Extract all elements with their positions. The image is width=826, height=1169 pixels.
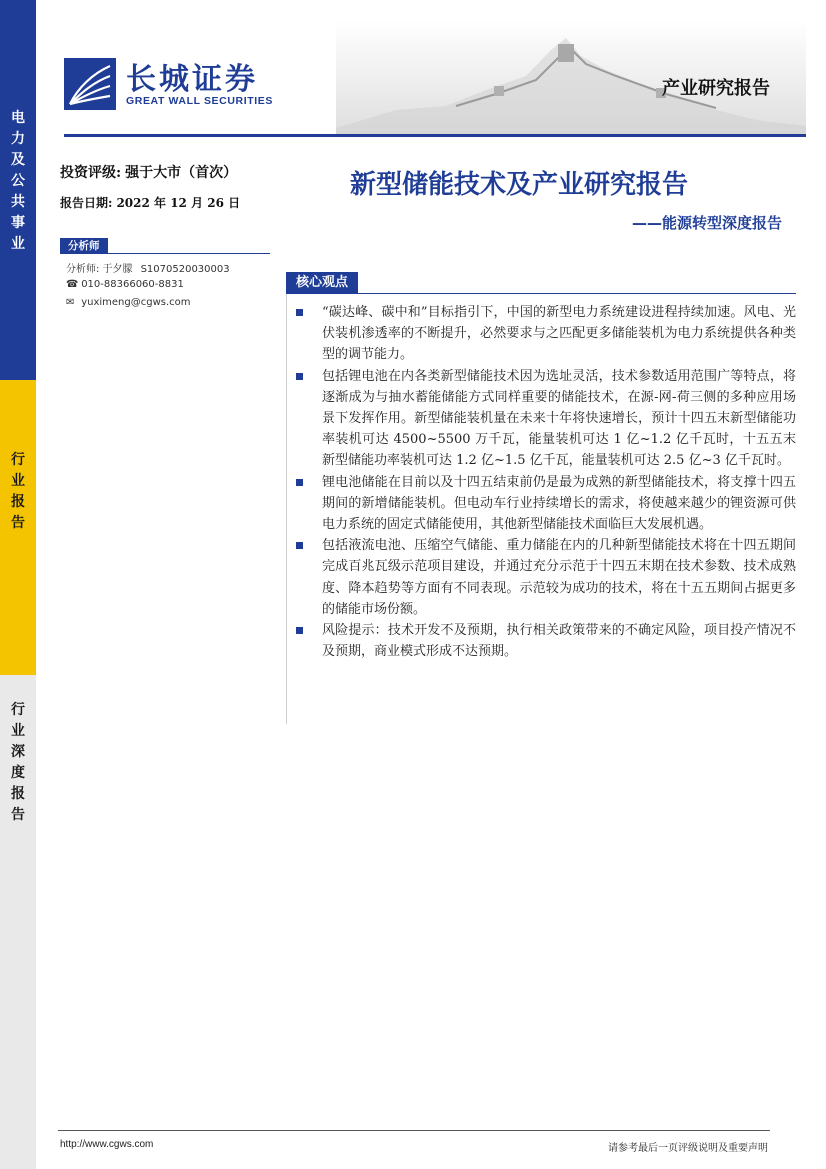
core-view-list	[292, 302, 796, 662]
core-view-header	[286, 272, 796, 294]
analyst-email[interactable]: yuximeng@cgws.com	[81, 297, 191, 308]
list-item-text: 锂电池储能在目前以及十四五结束前仍是最为成熟的新型储能技术，将支撑十四五期间的新增储能装机。但电动车行业持续增长的需求，将使越来越少的锂资源可供电力系统的固定式储能使用，其他新型储能技术面临巨大发展机遇。	[322, 474, 796, 533]
rating-label: 投资评级:	[60, 165, 122, 181]
sidebar-char: 业	[11, 723, 25, 739]
logo-text-en: GREAT WALL SECURITIES	[126, 95, 273, 107]
analyst-heading: 分析师	[60, 238, 108, 254]
analyst-license: S1070520030003	[140, 264, 230, 275]
header-divider	[64, 134, 806, 137]
sidebar-label-depth-report	[0, 700, 36, 826]
analyst-name-label: 分析师:	[66, 264, 100, 275]
list-item-text: 包括锂电池在内各类新型储能技术因为选址灵活，技术参数适用范围广等特点，将逐渐成为与抽水蓄能储能方式同样重要的储能技术，在源-网-荷三侧的多种应用场景下发挥作用。新型储能装机量在未来十年将快速增长，预计十四五末新型储能功率装机可达 4500~5500 万千瓦，能量装机可达 1 亿~1.2 亿千瓦时，十五五末新型储能功率装机可达 1.2 亿~1.5 亿千瓦，能量装机可达 2.5 亿~3 亿千瓦时。	[322, 368, 796, 469]
sidebar-char: 行	[11, 702, 25, 718]
phone-icon: ☎	[66, 279, 79, 290]
sidebar-char: 力	[11, 131, 25, 147]
sidebar-char: 共	[11, 194, 25, 210]
sidebar-label-industry	[0, 108, 36, 255]
logo-icon	[64, 58, 116, 110]
list-item	[292, 302, 796, 366]
sidebar-char: 及	[11, 152, 25, 168]
sidebar-char: 报	[11, 494, 25, 510]
analyst-name: 于夕朦	[102, 264, 133, 275]
sidebar-label-report-type	[0, 450, 36, 534]
analyst-email-row	[66, 297, 191, 308]
sidebar-char: 告	[11, 807, 25, 823]
date-label: 报告日期:	[60, 196, 113, 210]
analyst-name-row	[66, 260, 230, 275]
bullet-square-icon	[296, 479, 303, 486]
analyst-phone: 010-88366060-8831	[81, 279, 184, 290]
bullet-square-icon	[296, 542, 303, 549]
footer-url-link[interactable]: http://www.cgws.com	[60, 1139, 154, 1150]
sidebar-char: 告	[11, 515, 25, 531]
bullet-square-icon	[296, 373, 303, 380]
sidebar-char: 电	[11, 110, 25, 126]
logo-text-cn: 长城证券	[126, 62, 258, 97]
list-item	[292, 620, 796, 662]
analyst-phone-row	[66, 279, 184, 290]
sidebar-char: 深	[11, 744, 25, 760]
bullet-square-icon	[296, 309, 303, 316]
list-item-text: “碳达峰、碳中和”目标指引下，中国的新型电力系统建设进程持续加速。风电、光伏装机渗透率的不断提升，必然要求与之匹配更多储能装机为电力系统提供各种类型的调节能力。	[322, 305, 796, 363]
rating-value: 强于大市（首次）	[125, 165, 238, 181]
footer-divider	[58, 1130, 770, 1131]
list-item-text: 风险提示：技术开发不及预期，执行相关政策带来的不确定风险，项目投产情况不及预期，商业模式形成不达预期。	[322, 623, 796, 660]
side-nav-bar	[0, 0, 36, 1169]
sidebar-char: 公	[11, 173, 25, 189]
sidebar-char: 业	[11, 236, 25, 252]
list-item	[292, 472, 796, 536]
list-item-text: 包括液流电池、压缩空气储能、重力储能在内的几种新型储能技术将在十四五期间完成百兆瓦级示范项目建设，并通过充分示范于十四五末期在技术参数、技术成熟度、降本趋势等方面有不同表现。示范较为成功的技术，将在十五五期间占据更多的储能市场份额。	[322, 538, 796, 617]
sidebar-char: 度	[11, 765, 25, 781]
section-divider	[286, 294, 287, 724]
list-item	[292, 535, 796, 620]
great-wall-illustration	[336, 10, 806, 135]
document-type: 产业研究报告	[662, 78, 770, 99]
sidebar-char: 行	[11, 452, 25, 468]
investment-rating	[60, 162, 237, 182]
mail-icon: ✉	[66, 297, 75, 308]
sidebar-char: 业	[11, 473, 25, 489]
analyst-header	[60, 238, 270, 254]
list-item	[292, 366, 796, 472]
footer-disclaimer: 请参考最后一页评级说明及重要声明	[608, 1143, 768, 1154]
report-subtitle: ——能源转型深度报告	[631, 214, 782, 232]
bullet-square-icon	[296, 627, 303, 634]
core-view-heading: 核心观点	[286, 272, 358, 294]
page-header	[36, 0, 826, 140]
date-value: 2022 年 12 月 26 日	[116, 196, 241, 210]
report-date	[60, 194, 240, 211]
sidebar-char: 报	[11, 786, 25, 802]
sidebar-char: 事	[11, 215, 25, 231]
report-title: 新型储能技术及产业研究报告	[350, 170, 689, 200]
